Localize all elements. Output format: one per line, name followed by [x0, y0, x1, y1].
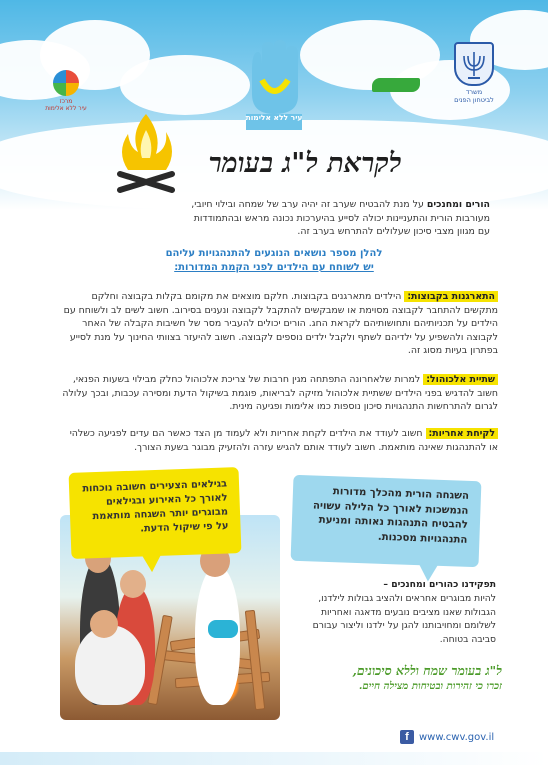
intro-line-1: על מנת להבטיח שערב זה יהיה ערב של שמחה ובילוי חיובי, — [191, 199, 427, 210]
parents-role-text: להיות מבוגרים אחראים ולהציב גבולות לילדנו, הגבולות שאנו מציבים נובעים מדאגה ואחריות לשלומם ומחויבותנו להגן על ילדנו וליצור עבורם סביבה בטוחה. — [312, 592, 496, 646]
section-text-responsibility: חשוב לעודד את הילדים לקחת אחריות ולא לעמוד מן הצד כאשר הם עדים לפגיעה כשלהי או להתנהגות שאינה מותאמת. חשוב לעודד אותם להגיש עזרה ולהזעיק מבוגר בשעת הצורך. — [69, 428, 498, 453]
page-title: לקראת ל"ג בעומר — [208, 148, 402, 179]
bonfire-icon — [112, 108, 180, 198]
section-text-grouping: הילדים מתארגנים בקבוצות. חלקם מוצאים את מקומם בקלות בקבוצה וחלקם מתקשים להתחבר לקבוצה מסוימת או שמבקשים להתקבל לקבוצה ונענים בסירוב. חשוב לשים לב ולשוחח עם הילדים על תכניותיהם ותחושותיהם לקראת החג. הורים יכולים להעביר מסר של חשיבות הקבלה של האחר לקבוצה ולהשפיע על ילדיהם לשתף ולקבל ילדים נוספים לקבוצה. חשוב להיעזר בצוותי החינוך על מנת לסייע בפתרון בעיות מסוג זה. — [63, 291, 498, 357]
color-ring-icon — [53, 70, 79, 96]
facebook-icon[interactable]: f — [400, 730, 414, 744]
government-emblem-logo — [445, 42, 503, 112]
city-without-violence-hand-logo — [244, 40, 304, 132]
intro-line-3: עם מגוון מצבי סיכון שעלולים להתרחש בערב זה. — [297, 226, 490, 238]
gov-logo-text: משרד לביטחון הפנים — [454, 88, 494, 104]
closing-slogan — [292, 662, 502, 694]
footer-link[interactable] — [400, 730, 494, 744]
section-text-alcohol: למרות שלאחרונה התפתחה מגין חרבות של צריכת אלכוהול כחלק מבילוי בשעות הפנאי, חשוב להדגיש בפני הילדים ששתיית אלכוהול מזיקה לבריאות, פוגמת בשיקול הדעת ומסירה עכבות, ובכך עלולה לגרום להתרחשות התנהגויות סיכון נוספות כמו אלימות ופגיעה מינית. — [62, 374, 498, 413]
supervision-bubble-yellow: בגילאים הצעירים חשובה נוכחות לאורך כל האירוע ובגילאים מבוגרים יותר השגחה מותאמת על פי שיקול הדעת. — [69, 467, 242, 559]
parents-role-note — [300, 578, 496, 647]
menorah-icon — [454, 42, 494, 86]
section-tag-responsibility: לקיחת אחריות: — [426, 428, 499, 439]
section-tag-grouping: התארגנות בקבוצות: — [404, 291, 498, 302]
parents-role-lead: תפקידנו כהורים ומחנכים – — [383, 579, 496, 590]
slogan-line-1: ל"ג בעומר שמח וללא סיכונים, — [352, 663, 502, 678]
section-alcohol — [58, 373, 498, 414]
hand-logo-text: עיר ללא אלימות — [245, 113, 303, 122]
intro-lead: הורים ומחנכים — [426, 199, 490, 210]
bottom-strip — [0, 752, 548, 765]
intro-paragraph — [58, 198, 490, 239]
colorful-partner-logo: מרכז עיר ללא אלימות — [40, 70, 92, 112]
website-url[interactable]: www.cwv.gov.il — [419, 731, 495, 743]
intro-line-2: מעורבות הורית והתעניינות יכולה לסייע בהיערכות נכונה מראש ובהתמודדות — [193, 212, 490, 224]
topics-heading: להלן מספר נושאים הנוגעים להתנהגויות עליהם יש לשוחח עם הילדים לפני הקמת המדורות: — [165, 248, 383, 273]
supervision-bubble-blue: השגחה הורית מהכלך מדורות הנמשכות לאורך כל הלילה עשויה להבטיח התנהגות נאותה ומניעת התנהגויות מסכנות. — [291, 475, 482, 568]
section-grouping — [58, 290, 498, 358]
green-partner-logo — [368, 78, 420, 106]
section-tag-alcohol: שתיית אלכוהול: — [423, 374, 498, 385]
slogan-line-2: זכרו כי זהירות ובטיחות מצילה חיים. — [358, 680, 502, 692]
section-responsibility — [58, 427, 498, 454]
